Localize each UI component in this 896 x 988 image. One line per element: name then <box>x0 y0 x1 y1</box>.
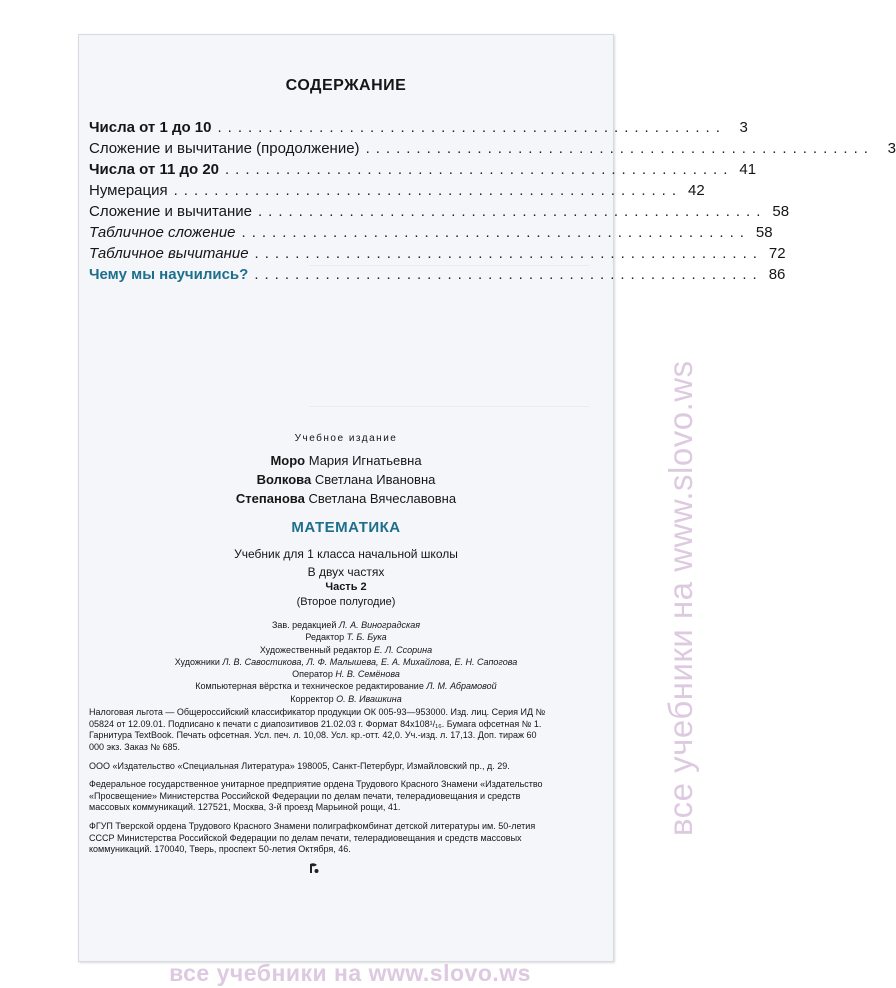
toc-entry-title: Нумерация <box>89 182 168 199</box>
book-subject: МАТЕМАТИКА <box>291 519 401 536</box>
author-name: Мария Игнатьевна <box>308 453 422 468</box>
author-surname: Волкова <box>256 472 312 487</box>
toc-entry-page: 58 <box>772 203 790 220</box>
toc-entry-title: Чему мы научились? <box>89 266 249 283</box>
toc-entry-page: 58 <box>755 224 773 241</box>
credit-role: Художники <box>174 656 220 667</box>
toc-entry <box>89 182 705 204</box>
imprint-tax-info: Налоговая льгота — Общероссийский классификатор продукции ОК 005-93—953000. Изд. лиц. Серия ИД № 05824 от 12.09.01. Подписано к печати с диапозитивов 21.02.03 г. Формат 84х108¹/₁₆. Бумага офсетная № 1. Гарнитура TextBook. Печать офсетная. Усл. печ. л. 10,08. Усл. кр.-отт. 42,0. Уч.-изд. л. 17,13. Доп. тираж 60 000 экз. Заказ № 685. <box>89 707 546 753</box>
author-name: Светлана Вячеславовна <box>308 491 457 506</box>
toc-dot-leader: .................................................. <box>225 161 734 178</box>
credit-line <box>79 668 613 680</box>
credit-person: Л. А. Виноградская <box>338 620 421 630</box>
toc-dot-leader: .................................................. <box>173 182 682 199</box>
author-name: Светлана Ивановна <box>314 472 436 487</box>
bottom-watermark: все учебники на www.slovo.ws <box>169 960 531 986</box>
credit-line <box>79 693 613 705</box>
credit-person: Т. Б. Бука <box>346 632 387 643</box>
toc-title: СОДЕРЖАНИЕ <box>285 77 407 94</box>
toc-entry-page: 42 <box>687 182 705 199</box>
credit-role: Компьютерная вёрстка и техническое редактирование <box>195 681 424 692</box>
credit-person: Е. Л. Ссорина <box>373 644 433 655</box>
credit-person: О. В. Ивашкина <box>336 693 402 704</box>
publication-type: Учебное издание <box>294 433 398 444</box>
toc-entry-page: 72 <box>768 245 786 262</box>
credit-line <box>79 656 613 668</box>
toc-entry <box>89 203 790 225</box>
toc-entry-page: 41 <box>739 161 757 178</box>
credit-line <box>79 680 613 692</box>
book-title: Учебник для 1 класса начальной школы <box>234 547 458 561</box>
imprint-publisher: ООО «Издательство «Специальная Литература» 198005, Санкт-Петербург, Измайловский пр., д. 29. <box>89 761 510 771</box>
author-line <box>79 453 613 468</box>
imprint-prosveshchenie: Федеральное государственное унитарное предприятие ордена Трудового Красного Знамени «Издательство «Просвещение» Министерства Российской Федерации по делам печати, телерадиовещания и средств массовых коммуникаций. 127521, Москва, 3-й проезд Марьиной рощи, 41. <box>89 779 543 813</box>
toc-dot-leader: .................................................. <box>217 119 726 136</box>
imprint-printer: ФГУП Тверской ордена Трудового Красного Знамени полиграфкомбинат детской литературы им. 50-летия СССР Министерства Российской Федерации по делам печати, телерадиовещания и средств массовых коммуникаций. 170040, Тверь, проспект 50-летия Октября, 46. <box>89 821 536 855</box>
book-parts: В двух частях <box>307 565 385 579</box>
publisher-logo-icon <box>307 861 321 875</box>
toc-dot-leader: .................................................. <box>254 266 763 283</box>
credit-line <box>79 619 613 631</box>
credit-role: Редактор <box>305 632 345 643</box>
toc-entry-title: Сложение и вычитание <box>89 203 253 220</box>
book-part: Часть 2 <box>325 581 367 593</box>
credit-role: Зав. редакцией <box>271 620 337 630</box>
author-surname: Степанова <box>235 491 305 506</box>
credit-person: Н. В. Семёнова <box>335 669 400 680</box>
author-line <box>79 472 613 487</box>
toc-entry-title: Числа от 1 до 10 <box>89 119 212 136</box>
toc-entry-page: 86 <box>768 266 786 283</box>
toc-entry <box>89 161 757 183</box>
credit-person: Л. М. Абрамовой <box>426 681 497 692</box>
toc-entry <box>89 266 786 288</box>
credits-block <box>79 619 613 705</box>
toc-dot-leader: .................................................. <box>241 224 750 241</box>
toc-entry-title: Табличное вычитание <box>89 245 249 262</box>
toc-entry-title: Сложение и вычитание (продолжение) <box>89 140 360 157</box>
credit-role: Художественный редактор <box>259 644 372 655</box>
toc-entry <box>89 224 773 246</box>
toc-entry-title: Числа от 11 до 20 <box>89 161 220 178</box>
book-semester: (Второе полугодие) <box>296 596 396 608</box>
credit-role: Оператор <box>292 669 333 680</box>
side-watermark: все учебники на www.slovo.ws <box>662 360 699 836</box>
toc-dot-leader: .................................................. <box>365 140 874 157</box>
toc-entry-title: Табличное сложение <box>89 224 236 241</box>
credit-person: Л. В. Савостикова, Л. Ф. Малышева, Е. А. Михайлова, Е. Н. Сапогова <box>222 656 518 667</box>
credit-role: Корректор <box>290 693 334 704</box>
toc-entry <box>89 245 786 267</box>
toc-dot-leader: .................................................. <box>254 245 763 262</box>
credit-line <box>79 631 613 643</box>
toc-entry <box>89 119 748 141</box>
toc-entry <box>89 140 896 162</box>
author-surname: Моро <box>270 453 306 468</box>
author-line <box>79 491 613 506</box>
toc-entry-page: 3 <box>887 140 896 157</box>
toc-dot-leader: .................................................. <box>258 203 767 220</box>
credit-line <box>79 644 613 656</box>
toc-entry-page: 3 <box>739 119 748 136</box>
